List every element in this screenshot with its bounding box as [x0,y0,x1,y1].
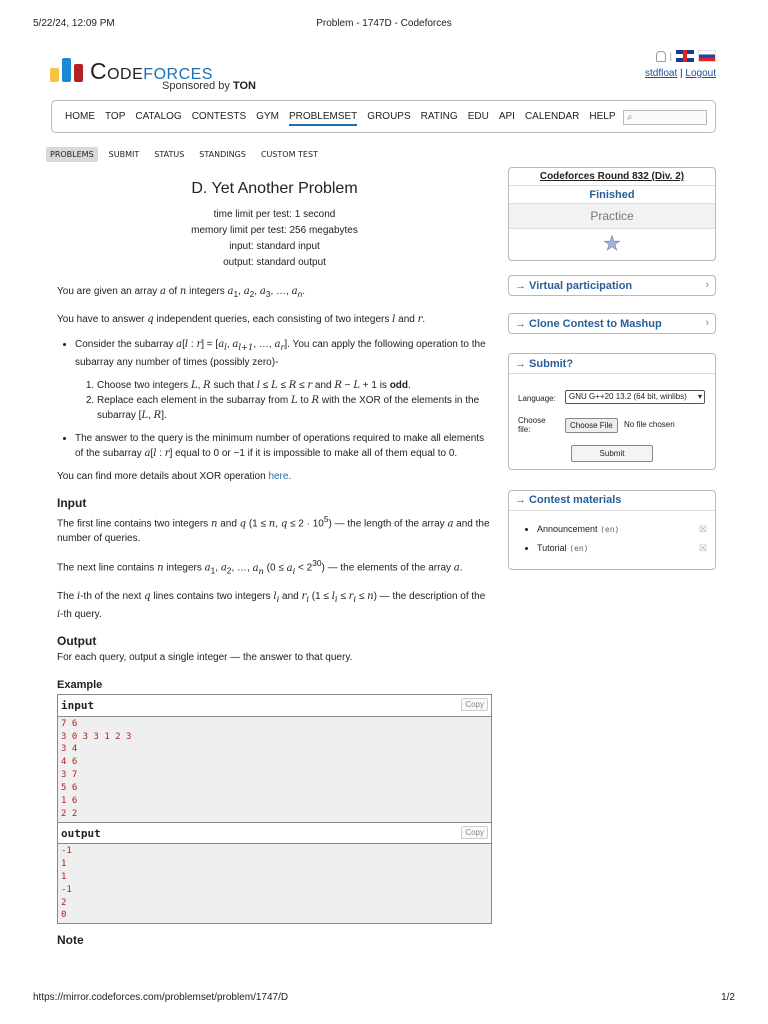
nav-top[interactable]: TOP [105,111,126,122]
nav-groups[interactable]: GROUPS [367,111,411,122]
nav-calendar[interactable]: CALENDAR [524,111,580,122]
nav-contests[interactable]: CONTESTS [191,111,247,122]
problem-title: D. Yet Another Problem [191,180,358,197]
no-file-text: No file chosen [624,420,675,429]
xor-link[interactable]: here [268,471,289,482]
problem-statement [57,180,492,947]
input-spec-2: The next line contains n integers $a_1$, $a_2$, …, $a_n$ $(0 \le a_i < 2^{30})$ — the elements of the array a. [57,558,463,576]
input-title: Input [57,496,87,510]
user-panel: | stdfloat | Logout [644,51,716,79]
username-link[interactable]: stdfloat [644,68,678,79]
nav-catalog[interactable]: CATALOG [135,111,182,122]
submit-box [508,353,716,470]
clone-mashup-box[interactable] [508,313,716,334]
print-page-number: 1/2 [721,992,735,1003]
nav-rating[interactable]: RATING [420,111,458,122]
chevron-right-icon: › [705,317,709,329]
sample-test [57,694,492,925]
problem-submenu [46,147,322,162]
logo-bars-icon [50,58,84,82]
sample-input-label: input [61,698,95,712]
logo-wordmark: Codeforces [90,58,213,84]
submenu-status[interactable]: STATUS [154,150,185,159]
russian-flag-icon[interactable] [698,50,716,62]
choose-file-button[interactable]: Choose File [565,418,618,433]
search-input[interactable] [623,110,707,125]
output-spec: For each query, output a single integer — the answer to that query. [57,651,353,663]
copy-input-button[interactable]: Copy [461,698,488,711]
material-announcement[interactable]: • Announcement (en) ☒ [537,524,707,534]
print-date: 5/22/24, 12:09 PM [33,18,115,29]
nav-help[interactable]: HELP [589,111,616,122]
contest-info-box [508,167,716,261]
virtual-participation-link[interactable]: → Virtual participation [515,280,633,292]
submenu-custom-test[interactable]: CUSTOM TEST [260,150,318,159]
sample-output[interactable]: -1 1 1 -1 2 0 [58,844,491,923]
nav-gym[interactable]: GYM [256,111,279,122]
print-header [33,18,735,32]
chevron-right-icon: › [705,279,709,291]
virtual-participation-box[interactable] [508,275,716,296]
remove-icon[interactable]: ☒ [698,524,707,534]
sample-output-label: output [61,826,101,840]
print-footer [33,992,735,1006]
submenu-standings[interactable]: STANDINGS [199,150,246,159]
main-nav [51,100,716,133]
sample-input[interactable]: 7 6 3 0 3 3 1 2 3 3 4 4 6 3 7 5 6 1 6 2 2 [58,717,491,822]
output-title: Output [57,633,97,648]
xor-details: You can find more details about XOR operation here. [57,471,292,482]
contest-status: Finished [509,186,715,204]
language-select[interactable]: GNU G++20 13.2 (64 bit, winlibs) ▾ [565,390,705,404]
remove-icon[interactable]: ☒ [698,543,707,553]
print-url: https://mirror.codeforces.com/problemset/problem/1747/D [33,992,289,1003]
legend-paragraph-1: You are given an array a of n integers $a_1$, $a_2$, $a_3$, …, $a_n$. [57,286,305,299]
copy-output-button[interactable]: Copy [461,826,488,839]
star-icon[interactable]: ★ [603,233,621,255]
input-spec-1: The first line contains two integers n and q (1 ≤ n, $q \le 2 \cdot 10^5$) — the length of the array a and the number of queries. [57,514,490,545]
submit-box-title: → Submit? [515,358,574,370]
submit-button[interactable]: Submit [571,445,653,462]
bell-icon[interactable] [656,51,666,62]
codeforces-logo[interactable] [50,54,270,94]
print-title: Problem - 1747D - Codeforces [316,18,452,29]
example-title: Example [57,678,103,691]
nav-api[interactable]: API [498,111,515,122]
nav-problemset[interactable]: PROBLEMSET [289,111,357,126]
input-spec-3: The i-th of the next q lines contains two integers $l_i$ and $r_i$ $(1 \le l_i \le r_i \le n)$ — the description of the i-th query. [57,590,486,620]
language-label: Language: [518,394,556,403]
practice-label: Practice [509,204,715,229]
material-tutorial[interactable]: • Tutorial (en) ☒ [537,543,707,553]
nav-home[interactable]: HOME [65,111,95,122]
nav-edu[interactable]: EDU [467,111,489,122]
chevron-down-icon: ▾ [697,392,702,401]
problem-limits: time limit per test: 1 second memory limit per test: 256 megabytes input: standard input output: standard output [191,209,358,268]
legend-list: • Consider the subarray a[l : $r] = [a_l$, $a_{l+1}$, …, $a_r$]. You can apply the following operation to the subarray any number of times (possibly zero)- 1. Choose two integers L, R such that l ≤ L ≤ R ≤ r and R − L + 1 is odd. 2. Replace each element in the subarray from L to R with the XOR of the elements in the subarray [L, R]. • The answer to the query is the minimum number of operations required to make all elements of the subarray a[l : r] equal to 0 or −1 if it is impossible to make all of them equal to 0. [75,337,492,461]
contest-materials-title: → Contest materials [515,494,622,506]
legend-paragraph-2: You have to answer q independent queries, each consisting of two integers l and r. [57,314,426,325]
search-icon: ⌕ [627,112,633,123]
english-flag-icon[interactable] [676,50,694,62]
contest-name-link[interactable]: Codeforces Round 832 (Div. 2) [509,168,715,186]
submenu-submit[interactable]: SUBMIT [108,150,140,159]
logout-link[interactable]: Logout [685,68,716,79]
choose-file-label: Choose file: [518,416,546,434]
clone-mashup-link[interactable]: → Clone Contest to Mashup [515,318,662,330]
sponsor-text: Sponsored by TON [162,80,256,92]
contest-materials-box [508,490,716,570]
note-title: Note [57,933,84,948]
submenu-problems[interactable]: PROBLEMS [46,147,98,162]
